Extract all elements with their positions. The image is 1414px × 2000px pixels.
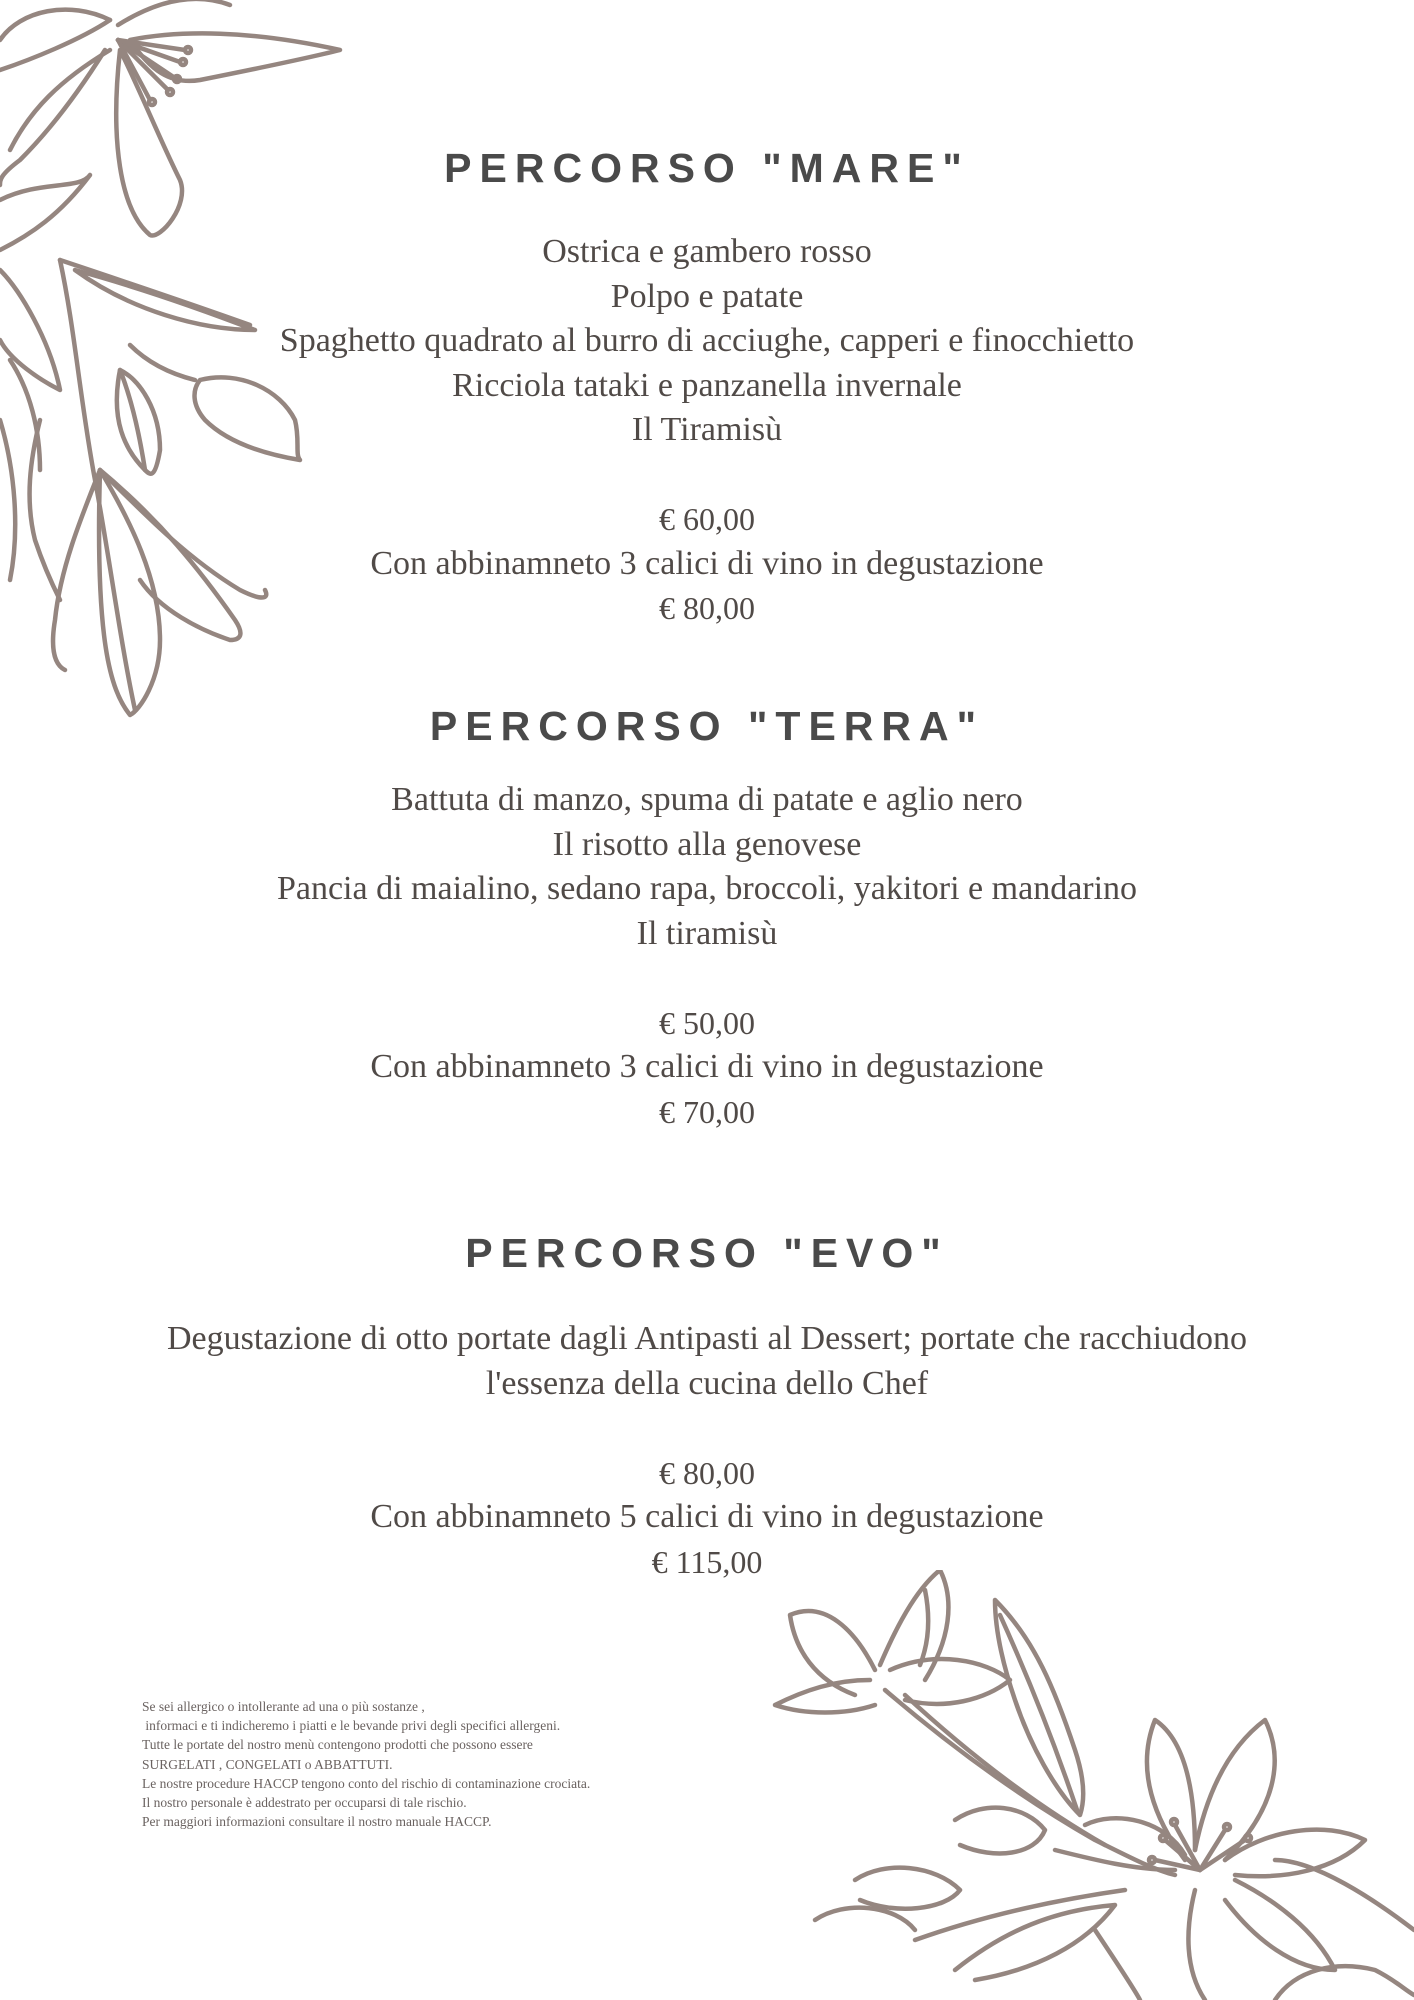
allergen-note-line: informaci e ti indicheremo i piatti e le bevande privi degli specifici allergeni. [142, 1718, 561, 1734]
dish-item: Il tiramisù [636, 914, 778, 952]
dish-item: Ricciola tataki e panzanella invernale [452, 366, 962, 404]
menu-title: PERCORSO "EVO" [465, 1230, 949, 1276]
menu-price: € 50,00 [659, 1004, 755, 1041]
dish-item: Polpo e patate [610, 277, 804, 315]
allergen-note-line: SURGELATI , CONGELATI o ABBATTUTI. [142, 1756, 393, 1772]
wine-pairing-label: Con abbinamneto 3 calici di vino in degustazione [370, 544, 1044, 582]
wine-pairing-label: Con abbinamneto 5 calici di vino in degustazione [370, 1498, 1044, 1535]
wine-pairing-label: Con abbinamneto 3 calici di vino in degustazione [370, 1048, 1044, 1085]
menu-price: € 80,00 [659, 1454, 755, 1491]
menu-title: PERCORSO "TERRA" [429, 703, 985, 749]
wine-pairing-price: € 80,00 [659, 590, 755, 626]
allergen-notes [142, 1697, 762, 1831]
dish-item: Il Tiramisù [631, 411, 783, 448]
dish-item: Battuta di manzo, spuma di patate e aglio nero [391, 781, 1023, 818]
menu-section-terra [0, 700, 1414, 1134]
allergen-note-line: Il nostro personale è addestrato per occuparsi di tale rischio. [142, 1795, 467, 1811]
menu-section-mare [0, 142, 1414, 631]
wine-pairing-price: € 115,00 [651, 1543, 763, 1580]
dish-item: Spaghetto quadrato al burro di acciughe, capperi e finocchietto [279, 322, 1135, 359]
wine-pairing-price: € 70,00 [659, 1093, 755, 1130]
dish-item: Il risotto alla genovese [552, 825, 862, 863]
dish-item: Ostrica e gambero rosso [542, 233, 872, 270]
allergen-note-line: Per maggiori informazioni consultare il nostro manuale HACCP. [142, 1814, 492, 1830]
menu-title: PERCORSO "MARE" [444, 145, 970, 191]
dish-item: Pancia di maialino, sedano rapa, broccoli, yakitori e mandarino [276, 870, 1138, 907]
menu-price: € 60,00 [659, 501, 755, 537]
menu-description: l'essenza della cucina dello Chef [485, 1364, 929, 1402]
menu-description: Degustazione di otto portate dagli Antipasti al Dessert; portate che racchiudono [166, 1320, 1248, 1357]
allergen-note-line: Se sei allergico o intollerante ad una o più sostanze , [142, 1699, 425, 1714]
allergen-note-line: Le nostre procedure HACCP tengono conto del rischio di contaminazione crociata. [142, 1775, 591, 1791]
menu-section-evo [0, 1227, 1414, 1584]
floral-illustration-bottom-right [755, 1570, 1414, 2000]
allergen-note-line: Tutte le portate del nostro menù contengono prodotti che possono essere [142, 1737, 533, 1753]
